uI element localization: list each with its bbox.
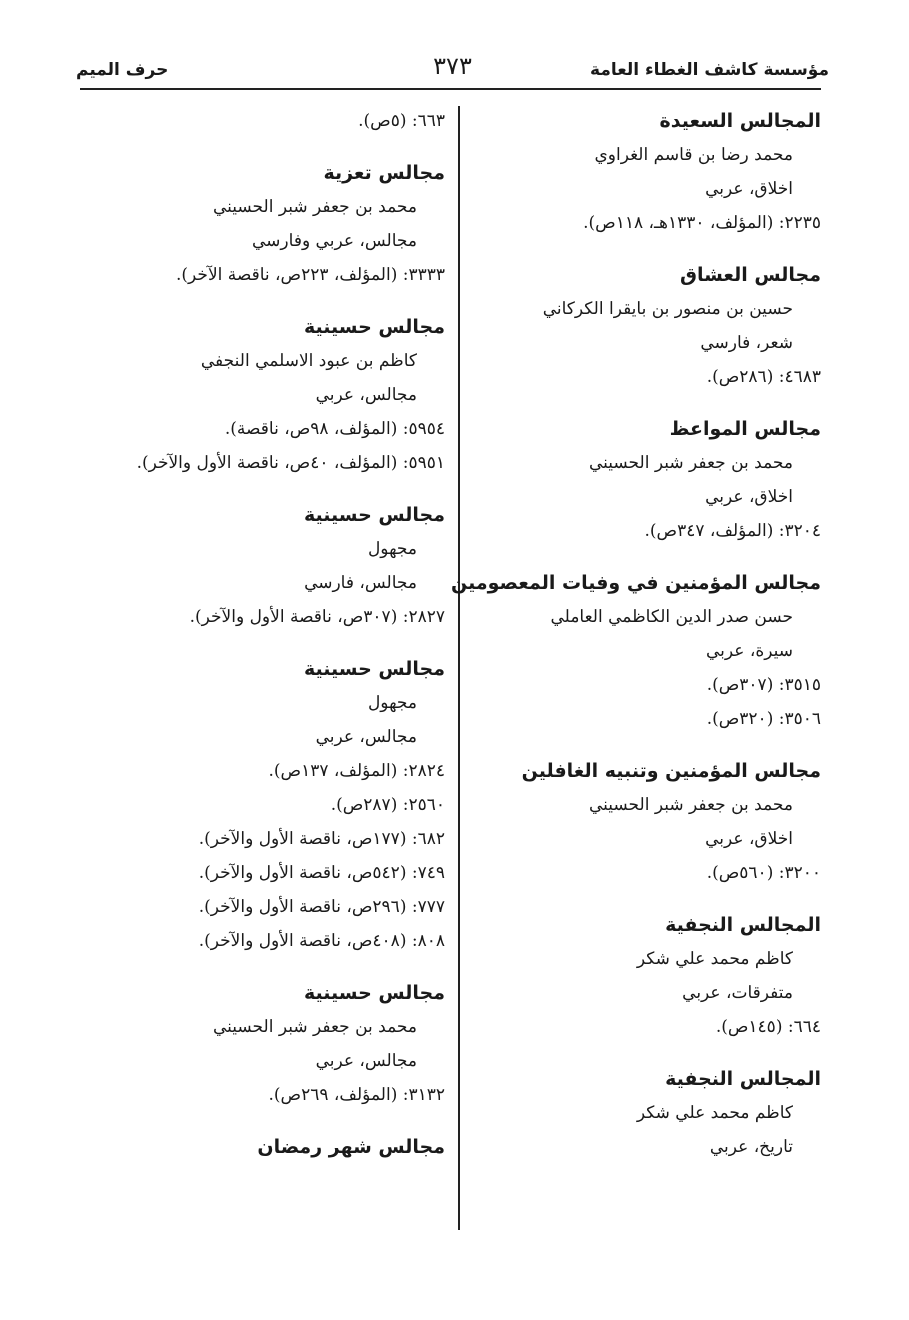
entry-subject: مجالس، عربي xyxy=(315,1051,417,1071)
entry-title: المجالس النجفية xyxy=(665,914,821,936)
catalog-entry xyxy=(471,1062,821,1164)
catalog-entry xyxy=(85,156,445,292)
entry-subject: اخلاق، عربي xyxy=(705,829,793,849)
continuation-copy: ٦٦٣: (٥ص). xyxy=(358,111,445,131)
entry-author: حسين بن منصور بن بايقرا الكركاني xyxy=(542,299,793,319)
entry-subject: متفرقات، عربي xyxy=(682,983,793,1003)
entry-copy: ٣١٣٢: (المؤلف، ٢٦٩ص). xyxy=(268,1085,445,1105)
catalog-entry xyxy=(471,258,821,394)
entry-subject: مجالس، فارسي xyxy=(304,573,417,593)
entry-title: مجالس المؤمنين وتنبيه الغافلين xyxy=(521,760,821,782)
entry-author: مجهول xyxy=(367,693,417,713)
entry-title: مجالس العشاق xyxy=(679,264,821,286)
entry-title: مجالس المؤمنين في وفيات المعصومين xyxy=(451,572,821,594)
entry-author: حسن صدر الدين الكاظمي العاملي xyxy=(550,607,793,627)
entry-subject: مجالس، عربي وفارسي xyxy=(252,231,417,251)
entry-copy: ٥٩٥٤: (المؤلف، ٩٨ص، ناقصة). xyxy=(224,419,445,439)
catalog-entry xyxy=(85,1130,445,1164)
entry-title: المجالس النجفية xyxy=(665,1068,821,1090)
entry-title: مجالس تعزية xyxy=(323,162,445,184)
entry-author: محمد بن جعفر شبر الحسيني xyxy=(212,1017,417,1037)
entry-subject: تاريخ، عربي xyxy=(709,1137,793,1157)
catalog-entry xyxy=(471,754,821,890)
entry-author: محمد بن جعفر شبر الحسيني xyxy=(212,197,417,217)
entry-subject: مجالس، عربي xyxy=(315,727,417,747)
section-title: حرف الميم xyxy=(76,60,169,80)
entry-title: مجالس حسينية xyxy=(303,504,445,526)
entry-subject: مجالس، عربي xyxy=(315,385,417,405)
entry-author: محمد بن جعفر شبر الحسيني xyxy=(588,795,793,815)
entry-author: كاظم محمد علي شكر xyxy=(636,1103,793,1123)
entry-copy: ٨٠٨: (٤٠٨ص، ناقصة الأول والآخر). xyxy=(198,931,445,951)
entry-title: المجالس السعيدة xyxy=(659,110,821,132)
catalog-entry xyxy=(85,498,445,634)
catalog-entry xyxy=(471,412,821,548)
entry-subject: سيرة، عربي xyxy=(706,641,793,661)
entry-author: كاظم بن عبود الاسلمي النجفي xyxy=(200,351,417,371)
entry-copy: ٢٥٦٠: (٢٨٧ص). xyxy=(330,795,445,815)
entry-copy: ٢٨٢٧: (٣٠٧ص، ناقصة الأول والآخر). xyxy=(189,607,445,627)
page-number: ٣٧٣ xyxy=(433,52,472,80)
catalog-entry xyxy=(85,652,445,958)
entry-title: مجالس شهر رمضان xyxy=(257,1136,445,1158)
entry-copy: ٤٦٨٣: (٢٨٦ص). xyxy=(706,367,821,387)
entry-subject: اخلاق، عربي xyxy=(705,487,793,507)
catalog-entry xyxy=(451,566,821,736)
entry-title: مجالس حسينية xyxy=(303,316,445,338)
entry-author: كاظم محمد علي شكر xyxy=(636,949,793,969)
entry-copy: ٥٩٥١: (المؤلف، ٤٠ص، ناقصة الأول والآخر). xyxy=(136,453,445,473)
page-header xyxy=(76,52,829,86)
entry-author: محمد رضا بن قاسم الغراوي xyxy=(594,145,793,165)
entry-copy: ٣٢٠٠: (٥٦٠ص). xyxy=(706,863,821,883)
entry-title: مجالس حسينية xyxy=(303,982,445,1004)
catalog-entry xyxy=(85,976,445,1112)
entry-copy: ٢٨٢٤: (المؤلف، ١٣٧ص). xyxy=(268,761,445,781)
entry-author: مجهول xyxy=(367,539,417,559)
entry-copy: ٧٤٩: (٥٤٢ص، ناقصة الأول والآخر). xyxy=(198,863,445,883)
entry-copy: ٣٥١٥: (٣٠٧ص). xyxy=(706,675,821,695)
entry-copy: ٣٣٣٣: (المؤلف، ٢٢٣ص، ناقصة الآخر). xyxy=(176,265,445,285)
entry-copy: ٣٥٠٦: (٣٢٠ص). xyxy=(706,709,821,729)
publisher-name: مؤسسة كاشف الغطاء العامة xyxy=(590,60,829,80)
entry-copy: ٣٢٠٤: (المؤلف، ٣٤٧ص). xyxy=(644,521,821,541)
entry-subject: شعر، فارسي xyxy=(700,333,793,353)
entry-copy: ٦٦٤: (١٤٥ص). xyxy=(715,1017,821,1037)
right-column xyxy=(451,104,821,1182)
entry-subject: اخلاق، عربي xyxy=(705,179,793,199)
catalog-entry xyxy=(471,908,821,1044)
header-rule xyxy=(80,88,821,90)
column-divider xyxy=(458,106,460,1230)
left-column-entries xyxy=(85,156,445,1164)
entry-author: محمد بن جعفر شبر الحسيني xyxy=(588,453,793,473)
entry-copy: ٢٢٣٥: (المؤلف، ١٣٣٠هـ، ١١٨ص). xyxy=(583,213,821,233)
entry-title: مجالس حسينية xyxy=(303,658,445,680)
left-column xyxy=(85,104,445,1182)
entry-title: مجالس المواعظ xyxy=(669,418,821,440)
catalog-entry xyxy=(471,104,821,240)
catalog-entry xyxy=(85,310,445,480)
entry-copy: ٦٨٢: (١٧٧ص، ناقصة الأول والآخر). xyxy=(198,829,445,849)
entry-copy: ٧٧٧: (٢٩٦ص، ناقصة الأول والآخر). xyxy=(198,897,445,917)
